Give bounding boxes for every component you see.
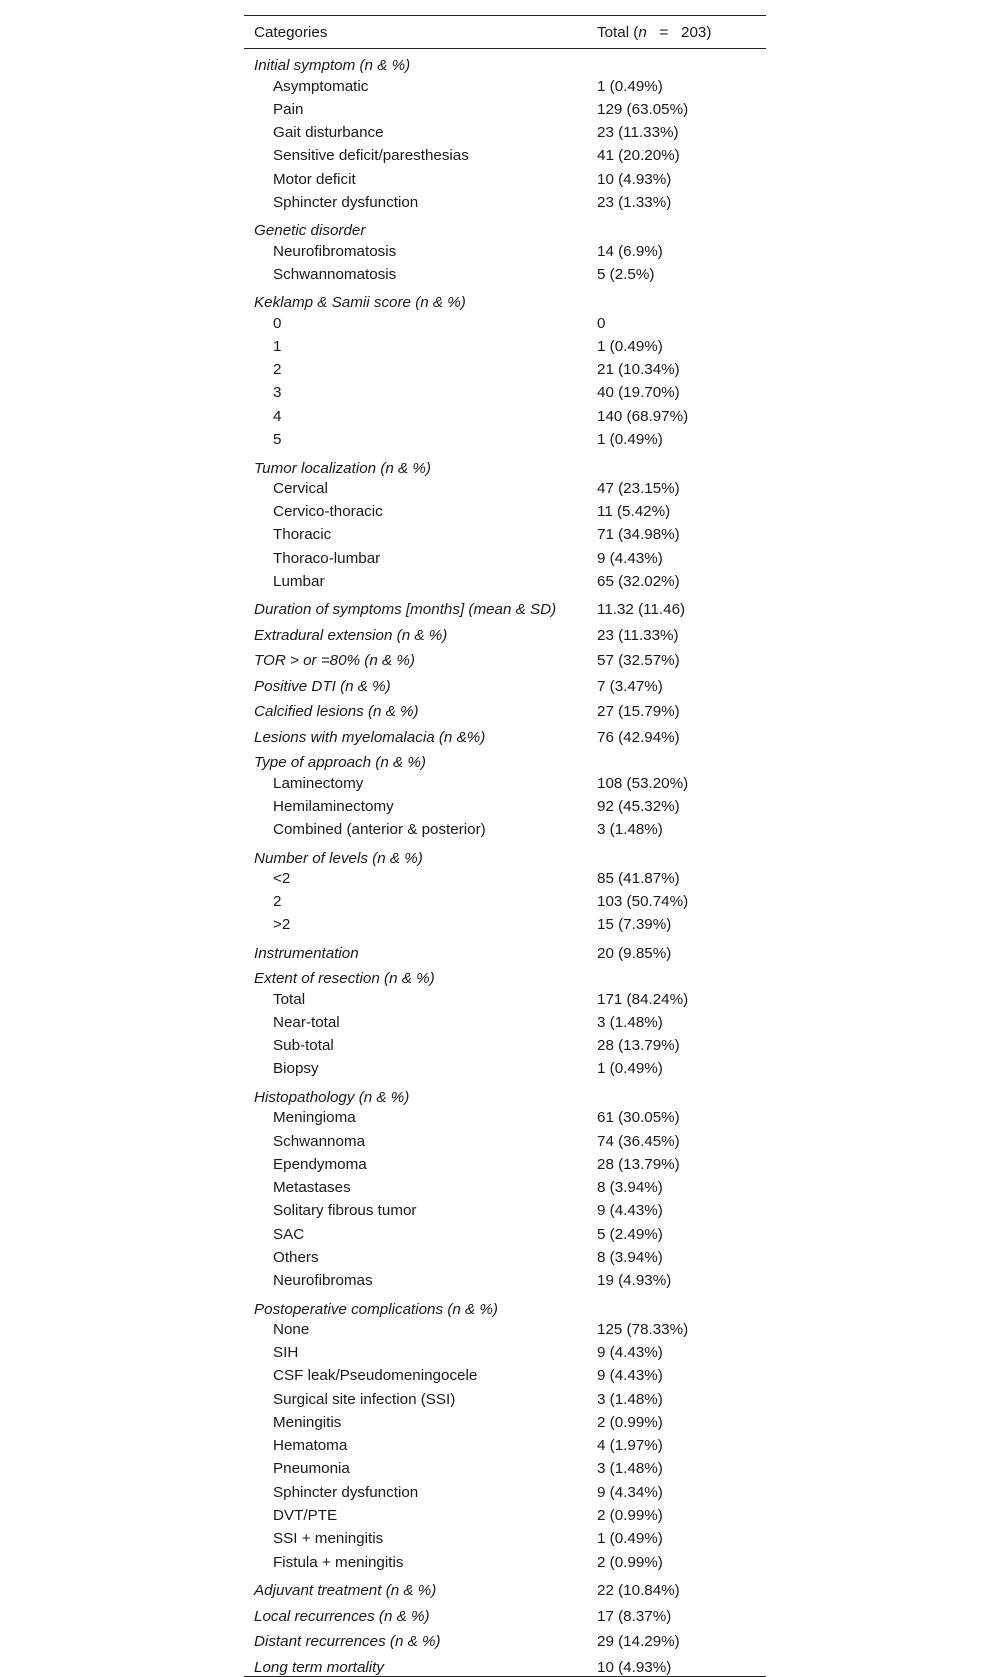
row-label: Pain: [273, 100, 304, 118]
table-row: [244, 1550, 766, 1573]
table-row: [244, 547, 766, 570]
table-section-row: [244, 962, 766, 988]
row-value: 29 (14.29%): [597, 1633, 680, 1651]
table-row: [244, 772, 766, 795]
row-label: Type of approach (n & %): [254, 754, 426, 772]
row-label: Neurofibromas: [273, 1272, 373, 1290]
row-label: Meningitis: [273, 1413, 342, 1431]
table-row: [244, 1481, 766, 1504]
row-label: Calcified lesions (n & %): [254, 703, 419, 721]
row-label: TOR > or =80% (n & %): [254, 652, 415, 670]
table-section-row: [244, 1599, 766, 1625]
table-row: [244, 1034, 766, 1057]
table-row: [244, 570, 766, 593]
row-label: Fistula + meningitis: [273, 1553, 404, 1571]
table-section-row: [244, 286, 766, 312]
table-row: [244, 312, 766, 335]
row-label: Postoperative complications (n & %): [254, 1300, 498, 1318]
row-label: <2: [273, 869, 291, 887]
table-section-row: [244, 1625, 766, 1651]
row-value: 8 (3.94%): [597, 1248, 663, 1266]
row-value: 5 (2.5%): [597, 265, 655, 283]
row-value: 20 (9.85%): [597, 944, 672, 962]
row-label: Lesions with myelomalacia (n &%): [254, 728, 486, 746]
row-value: 23 (11.33%): [597, 626, 679, 644]
header-categories: Categories: [254, 23, 328, 41]
row-label: Pneumonia: [273, 1460, 350, 1478]
table-row: [244, 191, 766, 214]
row-value: 11 (5.42%): [597, 503, 671, 521]
row-label: Instrumentation: [254, 944, 359, 962]
row-label: Biopsy: [273, 1060, 319, 1078]
row-label: Thoracic: [273, 526, 332, 544]
table-row: [244, 428, 766, 451]
row-label: 4: [273, 407, 282, 425]
row-label: Local recurrences (n & %): [254, 1607, 430, 1625]
row-label: SAC: [273, 1225, 305, 1243]
row-value: 1 (0.49%): [597, 77, 663, 95]
row-value: 11.32 (11.46): [597, 601, 686, 619]
row-value: 15 (7.39%): [597, 916, 672, 934]
row-value: 9 (4.43%): [597, 1202, 663, 1220]
row-label: Meningioma: [273, 1109, 356, 1127]
row-label: Histopathology (n & %): [254, 1089, 410, 1106]
table-row: [244, 988, 766, 1011]
row-label: >2: [273, 916, 291, 934]
table-section-row: [244, 644, 766, 670]
row-value: 9 (4.43%): [597, 1367, 663, 1385]
row-label: 5: [273, 430, 282, 448]
row-label: Duration of symptoms [months] (mean & SD): [254, 601, 557, 619]
row-value: 61 (30.05%): [597, 1109, 680, 1127]
row-label: Ependymoma: [273, 1155, 367, 1173]
row-value: 17 (8.37%): [597, 1607, 672, 1625]
row-label: Total: [273, 990, 306, 1008]
row-label: Hemilaminectomy: [273, 797, 394, 815]
table-row: [244, 1411, 766, 1434]
row-value: 1 (0.49%): [597, 1060, 663, 1078]
row-label: Long term mortality: [254, 1658, 384, 1676]
row-label: Cervico-thoracic: [273, 503, 383, 521]
row-value: 71 (34.98%): [597, 526, 680, 544]
table-row: [244, 523, 766, 546]
row-value: 108 (53.20%): [597, 774, 689, 792]
row-value: 7 (3.47%): [597, 677, 663, 695]
row-value: 3 (1.48%): [597, 1390, 663, 1408]
table-row: [244, 1457, 766, 1480]
table-section-row: [244, 670, 766, 696]
table-row: [244, 1434, 766, 1457]
row-value: 41 (20.20%): [597, 147, 680, 165]
table-row: [244, 405, 766, 428]
row-value: 21 (10.34%): [597, 361, 680, 379]
row-label: Cervical: [273, 479, 328, 497]
table-section-row: [244, 841, 766, 867]
row-value: 1 (0.49%): [597, 430, 663, 448]
row-label: Tumor localization (n & %): [254, 459, 431, 477]
row-value: 10 (4.93%): [597, 1658, 672, 1676]
row-value: 28 (13.79%): [597, 1037, 680, 1055]
row-value: 3 (1.48%): [597, 1460, 663, 1478]
row-value: 23 (11.33%): [597, 124, 679, 142]
row-label: Genetic disorder: [254, 222, 366, 240]
row-label: Number of levels (n & %): [254, 849, 423, 867]
row-label: Motor deficit: [273, 170, 356, 188]
table-section-row: [244, 1292, 766, 1318]
table-row: [244, 1199, 766, 1222]
table-section-row: [244, 49, 766, 75]
row-label: Surgical site infection (SSI): [273, 1390, 456, 1408]
row-value: 9 (4.43%): [597, 1344, 663, 1362]
table-row: [244, 144, 766, 167]
row-value: 9 (4.34%): [597, 1483, 663, 1501]
row-value: 10 (4.93%): [597, 170, 672, 188]
row-value: 2 (0.99%): [597, 1506, 663, 1524]
table-row: [244, 1057, 766, 1080]
table-row: [244, 1269, 766, 1292]
table-row: [244, 335, 766, 358]
row-label: SIH: [273, 1344, 299, 1362]
row-label: Neurofibromatosis: [273, 242, 397, 260]
row-value: 4 (1.97%): [597, 1437, 663, 1455]
table-section-row: [244, 214, 766, 240]
table-row: [244, 1223, 766, 1246]
row-label: Schwannomatosis: [273, 265, 397, 283]
table-row: [244, 168, 766, 191]
row-value: 171 (84.24%): [597, 990, 689, 1008]
row-label: Sub-total: [273, 1037, 334, 1055]
row-label: Solitary fibrous tumor: [273, 1202, 417, 1220]
row-value: 140 (68.97%): [597, 407, 689, 425]
row-label: Extent of resection (n & %): [254, 970, 435, 988]
row-value: 8 (3.94%): [597, 1179, 663, 1197]
table-section-row: [244, 1081, 766, 1107]
table-section-row: [244, 695, 766, 721]
row-label: Positive DTI (n & %): [254, 677, 391, 695]
row-label: Extradural extension (n & %): [254, 626, 448, 644]
row-label: 0: [273, 314, 282, 332]
table-row: [244, 1106, 766, 1129]
table-row: [244, 381, 766, 404]
row-value: 125 (78.33%): [597, 1320, 689, 1338]
row-label: Sensitive deficit/paresthesias: [273, 147, 469, 165]
table-section-row: [244, 1650, 766, 1676]
row-value: 57 (32.57%): [597, 652, 680, 670]
row-value: 27 (15.79%): [597, 703, 680, 721]
table-row: [244, 818, 766, 841]
table-row: [244, 1504, 766, 1527]
row-label: Initial symptom (n & %): [254, 57, 411, 75]
row-value: 1 (0.49%): [597, 1530, 663, 1548]
row-label: Thoraco-lumbar: [273, 549, 381, 567]
table-row: [244, 913, 766, 936]
table-row: [244, 98, 766, 121]
row-value: 40 (19.70%): [597, 384, 680, 402]
table-row: [244, 1341, 766, 1364]
table-row: [244, 1153, 766, 1176]
table-section-row: [244, 593, 766, 619]
row-label: Others: [273, 1248, 319, 1266]
table-row: [244, 1246, 766, 1269]
row-label: 3: [273, 384, 282, 402]
row-value: 0: [597, 314, 606, 332]
row-label: 2: [273, 361, 282, 379]
row-label: Sphincter dysfunction: [273, 1483, 419, 1501]
table-row: [244, 358, 766, 381]
table-section-row: [244, 451, 766, 477]
row-label: CSF leak/Pseudomeningocele: [273, 1367, 478, 1385]
row-label: None: [273, 1320, 310, 1338]
row-label: Sphincter dysfunction: [273, 193, 419, 211]
row-label: SSI + meningitis: [273, 1530, 384, 1548]
row-label: Distant recurrences (n & %): [254, 1633, 441, 1651]
row-value: 28 (13.79%): [597, 1155, 680, 1173]
row-label: Keklamp & Samii score (n & %): [254, 294, 466, 312]
table-section-row: [244, 619, 766, 645]
table-row: [244, 795, 766, 818]
row-label: Schwannoma: [273, 1132, 366, 1150]
row-value: 19 (4.93%): [597, 1272, 672, 1290]
table-row: [244, 263, 766, 286]
table-row: [244, 890, 766, 913]
row-label: Adjuvant treatment (n & %): [254, 1582, 437, 1600]
row-value: 74 (36.45%): [597, 1132, 680, 1150]
table-header: [244, 16, 766, 48]
table-row: [244, 1388, 766, 1411]
row-label: Laminectomy: [273, 774, 364, 792]
row-value: 65 (32.02%): [597, 572, 680, 590]
row-value: 22 (10.84%): [597, 1582, 680, 1600]
row-label: Combined (anterior & posterior): [273, 821, 486, 839]
row-value: 5 (2.49%): [597, 1225, 663, 1243]
table-row: [244, 121, 766, 144]
row-value: 23 (1.33%): [597, 193, 672, 211]
table-body: [244, 49, 766, 1676]
row-label: 1: [273, 337, 282, 355]
row-value: 92 (45.32%): [597, 797, 680, 815]
table-row: [244, 75, 766, 98]
table-section-row: [244, 746, 766, 772]
row-label: 2: [273, 893, 282, 911]
row-value: 14 (6.9%): [597, 242, 663, 260]
table-row: [244, 500, 766, 523]
row-label: Hematoma: [273, 1437, 348, 1455]
row-value: 129 (63.05%): [597, 100, 689, 118]
row-label: Lumbar: [273, 572, 325, 590]
row-value: 3 (1.48%): [597, 821, 663, 839]
row-value: 76 (42.94%): [597, 728, 680, 746]
table-row: [244, 240, 766, 263]
row-label: DVT/PTE: [273, 1506, 338, 1524]
table-row: [244, 1364, 766, 1387]
row-label: Gait disturbance: [273, 124, 384, 142]
row-value: 2 (0.99%): [597, 1553, 663, 1571]
table-row: [244, 1318, 766, 1341]
table-row: [244, 867, 766, 890]
summary-table: [244, 15, 766, 1677]
table-row: [244, 1176, 766, 1199]
table-section-row: [244, 721, 766, 747]
row-value: 9 (4.43%): [597, 549, 663, 567]
table-row: [244, 1129, 766, 1152]
row-value: 103 (50.74%): [597, 893, 689, 911]
row-value: 85 (41.87%): [597, 869, 680, 887]
table-row: [244, 477, 766, 500]
row-value: 47 (23.15%): [597, 479, 680, 497]
row-value: 2 (0.99%): [597, 1413, 663, 1431]
row-label: Near-total: [273, 1013, 340, 1031]
table-row: [244, 1011, 766, 1034]
row-label: Metastases: [273, 1179, 351, 1197]
row-label: Asymptomatic: [273, 77, 369, 95]
table-section-row: [244, 937, 766, 963]
row-value: 1 (0.49%): [597, 337, 663, 355]
header-total: Total (n = 203): [597, 23, 712, 41]
table-section-row: [244, 1574, 766, 1600]
row-value: 3 (1.48%): [597, 1013, 663, 1031]
table-row: [244, 1527, 766, 1550]
